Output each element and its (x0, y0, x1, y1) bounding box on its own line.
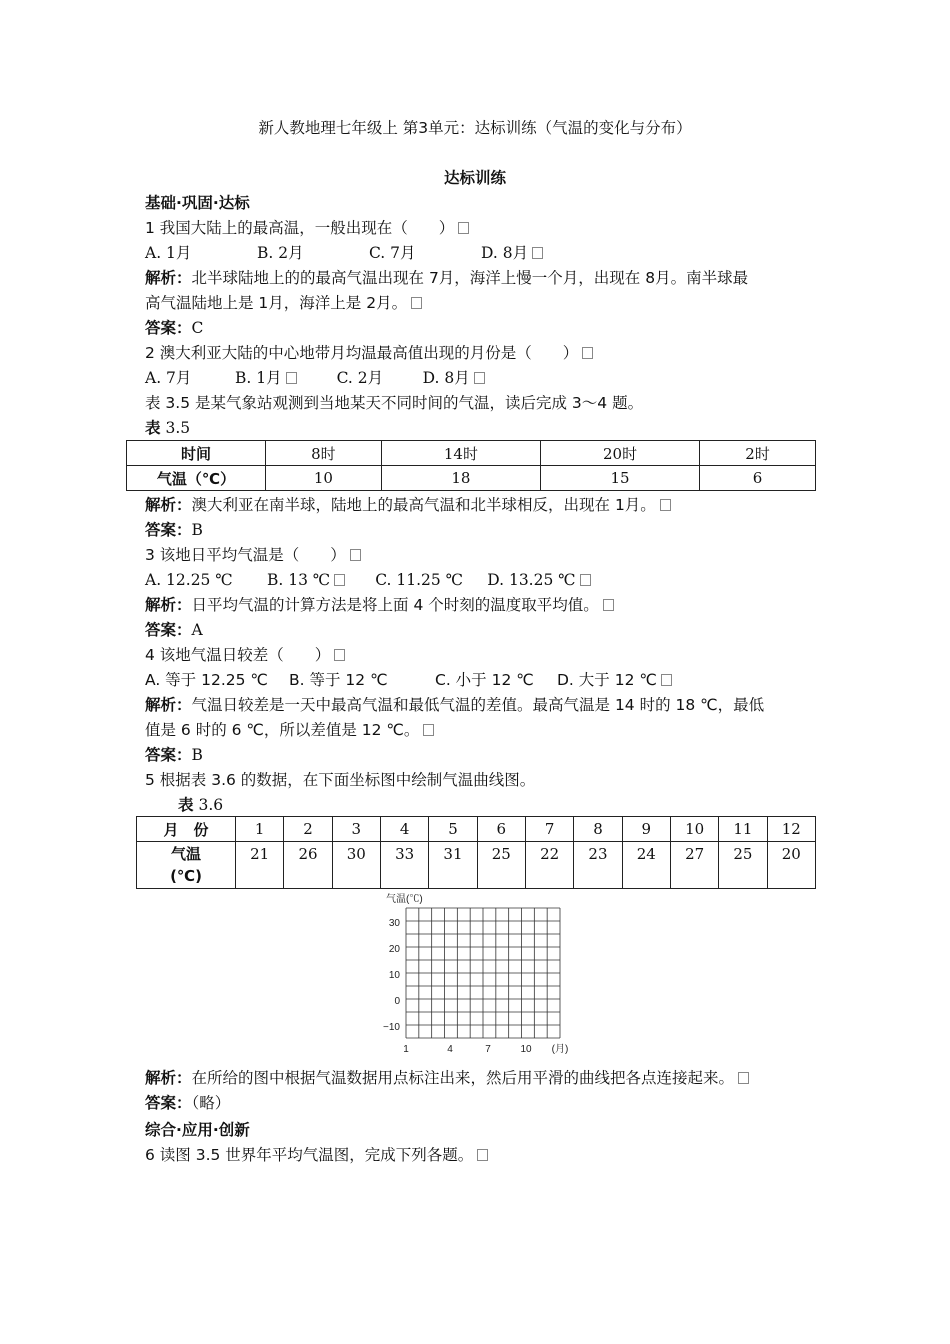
table-cell: 14时 (381, 441, 540, 466)
placeholder-box-icon (582, 347, 593, 359)
table-header-cell: 月 份 (137, 817, 236, 842)
table-cell: 9 (622, 817, 670, 842)
placeholder-box-icon (334, 574, 345, 586)
q4-analysis: 解析：气温日较差是一天中最高气温和最低气温的差值。最高气温是 14 时的 18 ℃，最低 (145, 696, 765, 714)
q5-stem: 5 根据表 3.6 的数据，在下面坐标图中绘制气温曲线图。 (145, 771, 536, 789)
q3-stem: 3 该地日平均气温是（ ） (145, 544, 361, 566)
table-cell: 8时 (266, 441, 382, 466)
q3-answer: 答案：A (145, 621, 203, 639)
table-cell: 12 (767, 817, 815, 842)
placeholder-box-icon (350, 549, 361, 561)
q4-option-a: A. 等于 12.25 ℃ (145, 671, 268, 689)
table-header-cell: 时间 (127, 441, 266, 466)
q3-option-b: B. 13 ℃ (267, 571, 331, 589)
table-intro: 表 3.5 是某气象站观测到当地某天不同时间的气温，读后完成 3～4 题。 (145, 394, 644, 412)
table-cell: 21 (236, 842, 284, 889)
grid-y-axis-label: 气温(℃) (386, 894, 423, 905)
q1-analysis: 解析：北半球陆地上的的最高气温出现在 7月，海洋上慢一个月，出现在 8月。南半球最 (145, 269, 749, 287)
table-cell: 3 (332, 817, 380, 842)
table-cell: 10 (670, 817, 718, 842)
document-title: 新人教地理七年级上 第3单元：达标训练（气温的变化与分布） (258, 119, 692, 137)
q1-answer: 答案：C (145, 319, 204, 337)
q1-option-d: D. 8月 (481, 244, 529, 262)
q2-options (145, 367, 485, 389)
q5-answer: 答案：（略） (145, 1094, 231, 1112)
placeholder-box-icon (738, 1072, 749, 1084)
q5-analysis: 解析：在所给的图中根据气温数据用点标注出来，然后用平滑的曲线把各点连接起来。 (145, 1067, 749, 1089)
table-cell: 15 (540, 466, 699, 491)
table-cell: 6 (700, 466, 816, 491)
grid-x-tick: 4 (447, 1044, 453, 1055)
table-cell: 23 (574, 842, 622, 889)
table-3-6 (136, 816, 816, 889)
q2-option-d: D. 8月 (422, 369, 470, 387)
table-cell: 5 (429, 817, 477, 842)
table-cell: 2时 (700, 441, 816, 466)
q4-stem: 4 该地气温日较差（ ） (145, 644, 345, 666)
q3-analysis: 解析：日平均气温的计算方法是将上面 4 个时刻的温度取平均值。 (145, 594, 614, 616)
q6-stem: 6 读图 3.5 世界年平均气温图，完成下列各题。 (145, 1144, 488, 1166)
table-3-5-caption: 表 3.5 (145, 419, 191, 437)
table-cell: 20时 (540, 441, 699, 466)
table-cell: 1 (236, 817, 284, 842)
table-cell: 30 (332, 842, 380, 889)
grid-x-unit: (月) (551, 1044, 569, 1055)
table-cell: 20 (767, 842, 815, 889)
table-cell: 10 (266, 466, 382, 491)
q2-option-b: B. 1月 (235, 369, 282, 387)
placeholder-box-icon (660, 499, 671, 511)
q2-option-a: A. 7月 (145, 369, 192, 387)
grid-y-tick: 10 (388, 970, 400, 981)
q3-option-d: D. 13.25 ℃ (487, 571, 576, 589)
placeholder-box-icon (603, 599, 614, 611)
table-cell: 11 (719, 817, 767, 842)
q1-option-c: C. 7月 (369, 244, 416, 262)
table-cell: 27 (670, 842, 718, 889)
q3-option-c: C. 11.25 ℃ (375, 571, 464, 589)
grid-y-tick: 30 (388, 918, 400, 929)
section-heading-basic: 基础·巩固·达标 (145, 194, 250, 212)
document-subtitle: 达标训练 (443, 169, 506, 187)
table-cell: 2 (284, 817, 332, 842)
grid-lines (406, 908, 560, 1038)
placeholder-box-icon (286, 372, 297, 384)
table-row (127, 466, 816, 491)
placeholder-box-icon (661, 674, 672, 686)
q2-analysis: 解析：澳大利亚在南半球，陆地上的最高气温和北半球相反，出现在 1月。 (145, 494, 671, 516)
table-row (137, 817, 816, 842)
q4-option-c: C. 小于 12 ℃ (435, 671, 534, 689)
q1-stem: 1 我国大陆上的最高温，一般出现在（ ） (145, 217, 469, 239)
grid-y-tick: 0 (394, 996, 400, 1007)
q1-option-a: A. 1月 (145, 244, 192, 262)
table-cell: 25 (477, 842, 525, 889)
q3-option-a: A. 12.25 ℃ (145, 571, 233, 589)
table-cell: 22 (525, 842, 573, 889)
table-row (127, 441, 816, 466)
grid-y-tick: 20 (388, 944, 400, 955)
table-header-cell: 气温（℃） (127, 466, 266, 491)
placeholder-box-icon (423, 724, 434, 736)
placeholder-box-icon (532, 247, 543, 259)
q1-options (145, 242, 543, 264)
table-cell: 8 (574, 817, 622, 842)
grid-x-tick: 1 (403, 1044, 409, 1055)
table-header-cell: 气温 (℃) (137, 842, 236, 889)
q4-answer: 答案：B (145, 746, 203, 764)
placeholder-box-icon (411, 297, 422, 309)
placeholder-box-icon (474, 372, 485, 384)
q4-option-d: D. 大于 12 ℃ (557, 671, 657, 689)
grid-y-tick: −10 (383, 1022, 400, 1033)
table-cell: 33 (380, 842, 428, 889)
grid-x-tick: 10 (520, 1044, 532, 1055)
table-cell: 18 (381, 466, 540, 491)
q2-answer: 答案：B (145, 521, 203, 539)
table-cell: 7 (525, 817, 573, 842)
q4-analysis-cont: 值是 6 时的 6 ℃，所以差值是 12 ℃。 (145, 719, 434, 741)
q2-option-c: C. 2月 (336, 369, 384, 387)
q2-stem: 2 澳大利亚大陆的中心地带月均温最高值出现的月份是（ ） (145, 342, 593, 364)
table-cell: 25 (719, 842, 767, 889)
table-3-6-caption: 表 3.6 (178, 796, 224, 814)
table-cell: 31 (429, 842, 477, 889)
blank-temperature-grid (370, 888, 580, 1058)
table-row (137, 842, 816, 889)
placeholder-box-icon (477, 1149, 488, 1161)
table-cell: 24 (622, 842, 670, 889)
placeholder-box-icon (458, 222, 469, 234)
placeholder-box-icon (580, 574, 591, 586)
table-cell: 4 (380, 817, 428, 842)
q1-analysis-cont: 高气温陆地上是 1月，海洋上是 2月。 (145, 292, 422, 314)
q1-option-b: B. 2月 (257, 244, 304, 262)
q3-options (145, 569, 591, 591)
table-3-5 (126, 440, 816, 491)
q4-options (145, 669, 672, 691)
grid-x-tick: 7 (485, 1044, 491, 1055)
table-cell: 6 (477, 817, 525, 842)
q4-option-b: B. 等于 12 ℃ (289, 671, 388, 689)
placeholder-box-icon (334, 649, 345, 661)
section-heading-advanced: 综合·应用·创新 (145, 1121, 250, 1139)
table-cell: 26 (284, 842, 332, 889)
